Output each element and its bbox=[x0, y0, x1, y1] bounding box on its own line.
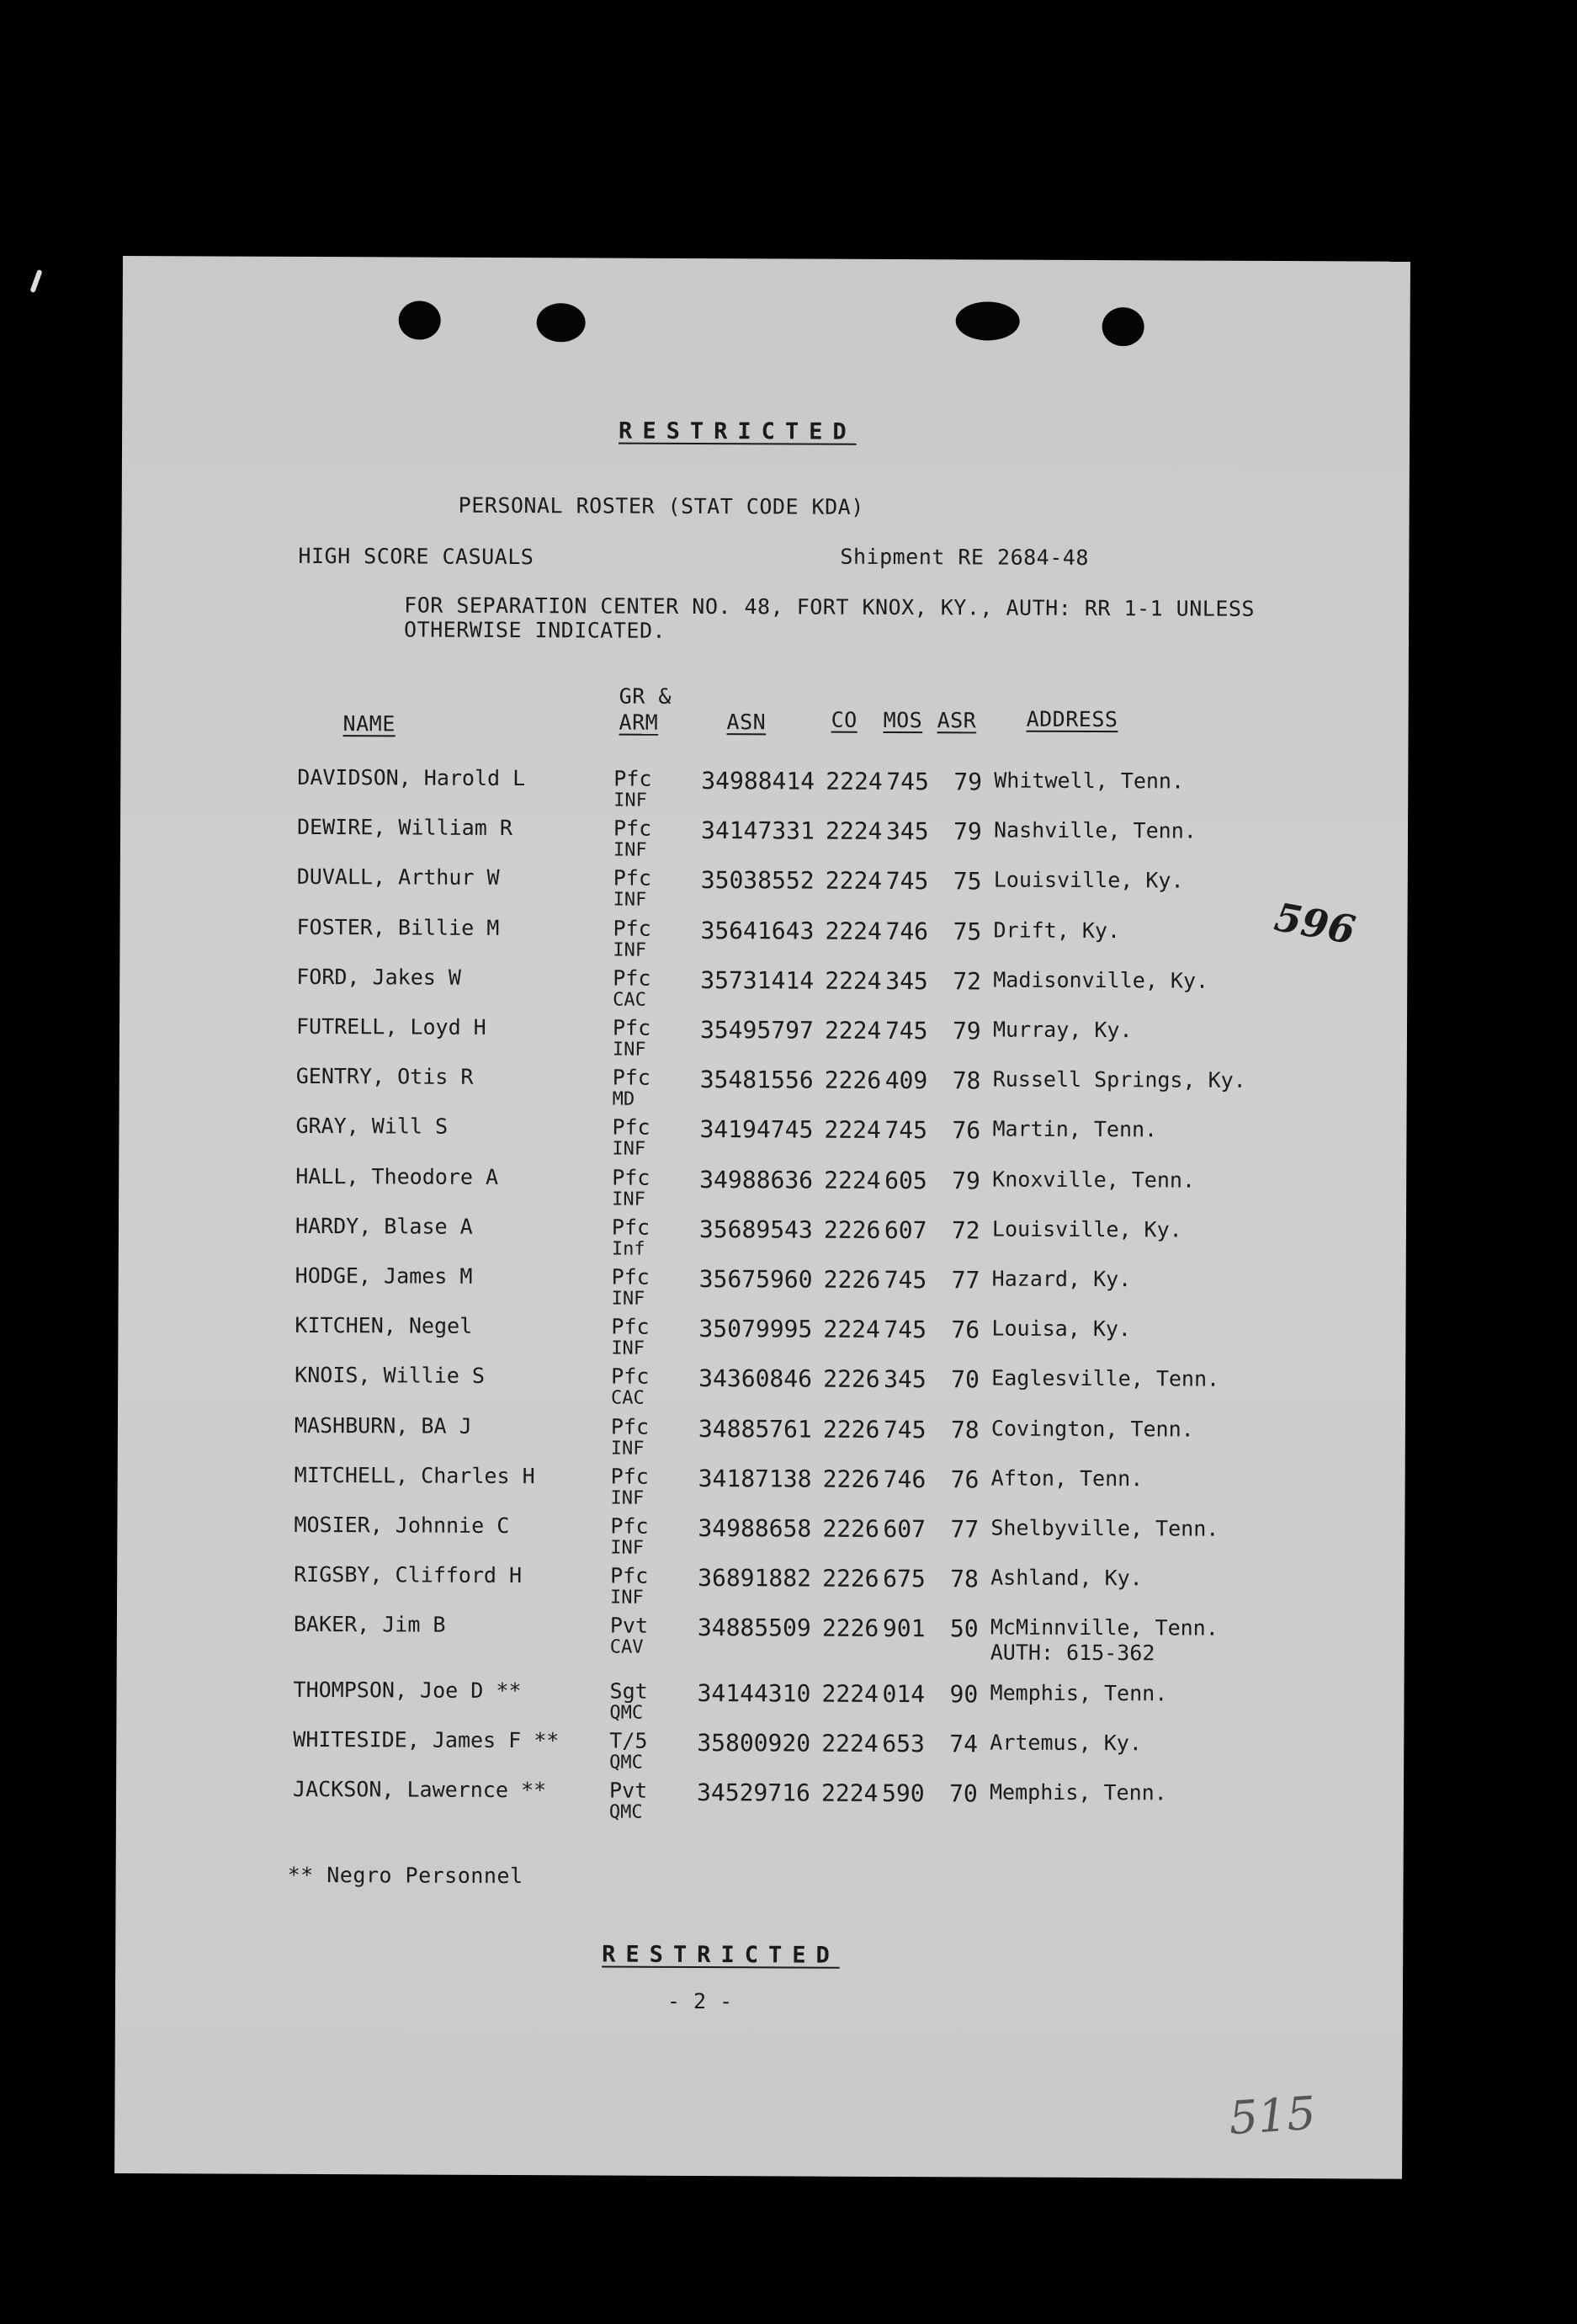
mos: 409 bbox=[884, 1066, 928, 1095]
asn: 34885761 bbox=[698, 1414, 812, 1444]
grade: Pfc bbox=[612, 1065, 650, 1090]
arm: INF bbox=[611, 1337, 645, 1359]
asn: 34147331 bbox=[700, 816, 815, 845]
table-row bbox=[119, 1113, 1406, 1169]
grade: Pfc bbox=[610, 1563, 649, 1588]
personnel-name: GRAY, Will S bbox=[295, 1114, 449, 1140]
asn: 35689543 bbox=[698, 1215, 813, 1244]
asr-score: 75 bbox=[953, 867, 982, 896]
company: 2224 bbox=[821, 1679, 879, 1708]
grade: Pfc bbox=[611, 1314, 650, 1339]
asn: 35481556 bbox=[699, 1066, 814, 1094]
asr-score: 76 bbox=[952, 1116, 981, 1145]
column-header-co: CO bbox=[831, 707, 858, 732]
asn: 35800920 bbox=[697, 1728, 811, 1758]
table-row bbox=[117, 1512, 1404, 1568]
mos: 745 bbox=[884, 1265, 927, 1295]
grade: Pfc bbox=[611, 1364, 650, 1390]
asr-score: 75 bbox=[953, 917, 982, 946]
column-header-asn: ASN bbox=[726, 710, 767, 735]
personnel-name: RIGSBY, Clifford H bbox=[294, 1562, 523, 1588]
table-row bbox=[119, 1263, 1406, 1319]
company: 2226 bbox=[822, 1415, 880, 1444]
table-row bbox=[119, 964, 1407, 1020]
address: Louisa, Ky. bbox=[991, 1316, 1132, 1342]
address: Madisonville, Ky. bbox=[993, 967, 1209, 993]
asr-score: 77 bbox=[951, 1266, 980, 1295]
asn: 34885509 bbox=[697, 1614, 811, 1642]
company: 2226 bbox=[823, 1365, 880, 1394]
address: Whitwell, Tenn. bbox=[994, 768, 1185, 794]
asr-score: 70 bbox=[948, 1779, 978, 1808]
arm: QMC bbox=[608, 1801, 643, 1823]
grade: Pfc bbox=[613, 916, 651, 941]
grade: Pfc bbox=[612, 1015, 651, 1040]
grade: Sgt bbox=[609, 1678, 648, 1704]
address: Memphis, Tenn. bbox=[990, 1680, 1168, 1706]
company: 2226 bbox=[824, 1066, 882, 1095]
personnel-name: KITCHEN, Negel bbox=[295, 1313, 473, 1339]
arm: INF bbox=[613, 839, 647, 861]
personnel-name: MOSIER, Johnnie C bbox=[294, 1512, 510, 1539]
group-label: HIGH SCORE CASUALS bbox=[298, 543, 534, 570]
asr-score: 76 bbox=[950, 1465, 980, 1494]
asr-score: 79 bbox=[953, 768, 983, 796]
address: Louisville, Ky. bbox=[991, 1216, 1182, 1242]
address: Nashville, Tenn. bbox=[993, 817, 1197, 843]
company: 2224 bbox=[821, 1729, 879, 1758]
arm: Inf bbox=[611, 1238, 645, 1260]
company: 2224 bbox=[826, 767, 883, 795]
company: 2224 bbox=[824, 1116, 881, 1145]
arm: INF bbox=[610, 1487, 645, 1509]
company: 2224 bbox=[825, 966, 882, 995]
company: 2224 bbox=[825, 867, 883, 896]
asr-score: 78 bbox=[952, 1066, 981, 1095]
purpose-line-1: FOR SEPARATION CENTER NO. 48, FORT KNOX, KY., AUTH: RR 1-1 UNLESS bbox=[404, 593, 1256, 621]
asn: 34360846 bbox=[698, 1364, 813, 1393]
address: Eaglesville, Tenn. bbox=[991, 1365, 1220, 1392]
mos: 653 bbox=[882, 1729, 925, 1758]
address: Artemus, Ky. bbox=[990, 1730, 1142, 1756]
personnel-name: KNOIS, Willie S bbox=[295, 1363, 486, 1389]
column-header-arm: ARM bbox=[619, 710, 659, 735]
arm: QMC bbox=[609, 1752, 644, 1774]
arm: INF bbox=[612, 1039, 646, 1061]
address: Covington, Tenn. bbox=[990, 1416, 1194, 1442]
company: 2226 bbox=[823, 1265, 881, 1294]
personnel-name: FOSTER, Billie M bbox=[296, 914, 500, 940]
company: 2224 bbox=[825, 816, 883, 846]
authorization: AUTH: 615-362 bbox=[990, 1640, 1155, 1666]
arm: INF bbox=[610, 1438, 645, 1460]
mos: 345 bbox=[884, 1365, 927, 1394]
table-row bbox=[120, 814, 1408, 870]
grade: Pfc bbox=[613, 865, 651, 891]
asn: 35495797 bbox=[699, 1016, 814, 1045]
asr-score: 70 bbox=[951, 1365, 980, 1394]
personnel-name: HARDY, Blase A bbox=[295, 1213, 473, 1239]
grade: Pfc bbox=[613, 766, 652, 791]
mos: 345 bbox=[885, 966, 928, 995]
asn: 34187138 bbox=[698, 1464, 812, 1493]
grade: Pfc bbox=[611, 1215, 650, 1240]
address: Afton, Tenn. bbox=[990, 1465, 1144, 1492]
mos: 745 bbox=[884, 1316, 927, 1344]
personnel-name: DEWIRE, William R bbox=[296, 815, 512, 841]
column-header-address: ADDRESS bbox=[1026, 706, 1118, 732]
company: 2226 bbox=[822, 1465, 880, 1493]
personnel-name: THOMPSON, Joe D ** bbox=[293, 1677, 522, 1703]
asr-score: 78 bbox=[950, 1565, 979, 1593]
asn: 35038552 bbox=[700, 866, 815, 895]
arm: QMC bbox=[609, 1702, 644, 1724]
purpose-line-2: OTHERWISE INDICATED. bbox=[404, 617, 666, 643]
arm: INF bbox=[613, 939, 647, 961]
grade: Pfc bbox=[611, 1264, 650, 1290]
mos: 745 bbox=[884, 1116, 928, 1145]
address: Ashland, Ky. bbox=[990, 1565, 1143, 1591]
grade: Pfc bbox=[612, 1114, 650, 1141]
asn: 34988658 bbox=[698, 1513, 812, 1543]
scan-artifact bbox=[29, 269, 42, 293]
company: 2224 bbox=[824, 1016, 882, 1045]
mos: 745 bbox=[886, 767, 929, 796]
arm: CAV bbox=[609, 1636, 644, 1659]
table-row bbox=[119, 1213, 1406, 1269]
table-row bbox=[117, 1561, 1404, 1618]
asr-score: 50 bbox=[949, 1614, 979, 1643]
asn: 35641643 bbox=[700, 916, 815, 945]
grade: Pfc bbox=[613, 965, 651, 991]
table-row bbox=[120, 764, 1408, 821]
personnel-name: FUTRELL, Loyd H bbox=[295, 1013, 486, 1040]
address: Memphis, Tenn. bbox=[989, 1779, 1167, 1805]
mos: 745 bbox=[884, 1016, 928, 1045]
company: 2226 bbox=[821, 1614, 879, 1643]
column-header-mos: MOS bbox=[883, 707, 923, 733]
table-row bbox=[116, 1677, 1404, 1733]
asr-score: 79 bbox=[953, 817, 982, 846]
mos: 345 bbox=[885, 817, 929, 846]
personnel-name: JACKSON, Lawernce ** bbox=[292, 1776, 547, 1803]
asr-score: 78 bbox=[950, 1415, 980, 1444]
address: Hazard, Ky. bbox=[991, 1266, 1132, 1292]
arm: INF bbox=[610, 1537, 645, 1559]
table-row bbox=[117, 1611, 1404, 1667]
personnel-name: GENTRY, Otis R bbox=[295, 1064, 474, 1090]
company: 2226 bbox=[822, 1514, 879, 1543]
address: Louisville, Ky. bbox=[993, 867, 1184, 893]
roster-title: PERSONAL ROSTER (STAT CODE KDA) bbox=[458, 492, 864, 519]
arm: CAC bbox=[611, 1387, 645, 1410]
shipment-label: Shipment RE 2684-48 bbox=[840, 544, 1089, 571]
arm: INF bbox=[612, 1189, 645, 1210]
personnel-name: FORD, Jakes W bbox=[296, 964, 461, 990]
arm: MD bbox=[612, 1088, 635, 1110]
personnel-name: MASHBURN, BA J bbox=[294, 1412, 472, 1439]
asn: 35675960 bbox=[698, 1264, 813, 1294]
handwritten-annotation-596: 596 bbox=[1271, 894, 1359, 954]
address: McMinnville, Tenn. bbox=[990, 1614, 1219, 1641]
arm: INF bbox=[609, 1587, 644, 1609]
company: 2226 bbox=[822, 1564, 879, 1593]
grade: Pfc bbox=[610, 1464, 649, 1489]
mos: 014 bbox=[882, 1679, 926, 1708]
table-row bbox=[119, 1063, 1407, 1119]
column-header-name: NAME bbox=[342, 711, 396, 737]
address: Knoxville, Tenn. bbox=[992, 1167, 1196, 1193]
company: 2224 bbox=[825, 917, 883, 945]
page-number: - 2 - bbox=[666, 1988, 733, 2014]
asr-score: 74 bbox=[949, 1730, 979, 1758]
mos: 901 bbox=[882, 1614, 926, 1643]
address: Russell Springs, Ky. bbox=[992, 1066, 1246, 1093]
table-row bbox=[117, 1462, 1404, 1518]
grade: Pfc bbox=[610, 1414, 650, 1439]
table-row bbox=[120, 864, 1408, 920]
table-row bbox=[116, 1776, 1404, 1832]
restricted-footer: RESTRICTED bbox=[602, 1941, 840, 1969]
grade: Pfc bbox=[610, 1513, 649, 1539]
asr-score: 72 bbox=[953, 967, 982, 996]
mos: 746 bbox=[883, 1465, 927, 1493]
arm: CAC bbox=[613, 989, 646, 1011]
personnel-name: WHITESIDE, James F ** bbox=[293, 1726, 560, 1753]
grade: Pvt bbox=[608, 1778, 648, 1803]
grade: Pvt bbox=[609, 1613, 649, 1639]
personnel-name: DUVALL, Arthur W bbox=[296, 864, 500, 891]
personnel-name: HODGE, James M bbox=[295, 1263, 473, 1289]
asn: 34988414 bbox=[701, 767, 815, 795]
mos: 746 bbox=[885, 917, 929, 945]
restricted-header: RESTRICTED bbox=[619, 417, 857, 445]
address: Shelbyville, Tenn. bbox=[990, 1515, 1219, 1541]
personnel-name: BAKER, Jim B bbox=[293, 1612, 446, 1638]
table-row bbox=[118, 1362, 1405, 1418]
table-row bbox=[118, 1312, 1405, 1369]
asr-score: 72 bbox=[951, 1216, 980, 1245]
asr-score: 76 bbox=[951, 1316, 980, 1344]
asr-score: 90 bbox=[949, 1679, 979, 1709]
mos: 590 bbox=[881, 1779, 925, 1808]
asr-score: 79 bbox=[952, 1017, 981, 1045]
mos: 607 bbox=[884, 1215, 927, 1244]
company: 2224 bbox=[824, 1166, 881, 1194]
footnote: ** Negro Personnel bbox=[287, 1862, 523, 1889]
grade: T/5 bbox=[609, 1728, 648, 1753]
arm: INF bbox=[612, 1138, 646, 1161]
mos: 607 bbox=[883, 1514, 927, 1544]
asn: 35731414 bbox=[700, 965, 815, 995]
document-page bbox=[114, 256, 1410, 2179]
arm: INF bbox=[613, 889, 647, 912]
table-row bbox=[119, 914, 1407, 971]
handwritten-annotation-515: 515 bbox=[1227, 2086, 1318, 2146]
asn: 34144310 bbox=[697, 1678, 811, 1708]
arm: INF bbox=[611, 1288, 645, 1310]
address: Martin, Tenn. bbox=[992, 1116, 1158, 1142]
address: Drift, Ky. bbox=[993, 917, 1121, 943]
table-row bbox=[119, 1013, 1407, 1070]
table-row bbox=[118, 1412, 1405, 1469]
table-row bbox=[119, 1163, 1406, 1220]
asn: 35079995 bbox=[698, 1315, 813, 1343]
table-row bbox=[116, 1726, 1404, 1783]
asr-score: 79 bbox=[952, 1166, 981, 1195]
personnel-name: HALL, Theodore A bbox=[295, 1163, 499, 1189]
personnel-name: DAVIDSON, Harold L bbox=[297, 764, 526, 791]
column-header-gr: GR & bbox=[619, 683, 672, 709]
asn: 36891882 bbox=[698, 1564, 812, 1593]
asn: 34194745 bbox=[699, 1115, 814, 1144]
personnel-name: MITCHELL, Charles H bbox=[294, 1462, 535, 1488]
address: Murray, Ky. bbox=[992, 1017, 1133, 1043]
arm: INF bbox=[613, 790, 647, 811]
mos: 745 bbox=[883, 1415, 927, 1444]
mos: 605 bbox=[884, 1166, 927, 1194]
grade: Pfc bbox=[613, 816, 652, 841]
company: 2224 bbox=[823, 1315, 880, 1344]
column-header-asr: ASR bbox=[937, 708, 977, 733]
asn: 34988636 bbox=[699, 1165, 814, 1194]
mos: 675 bbox=[883, 1565, 926, 1593]
asr-score: 77 bbox=[950, 1515, 980, 1544]
grade: Pfc bbox=[612, 1165, 650, 1190]
roster-table bbox=[114, 256, 1410, 2179]
asn: 34529716 bbox=[696, 1778, 810, 1807]
mos: 745 bbox=[885, 867, 929, 896]
company: 2224 bbox=[820, 1779, 879, 1807]
company: 2226 bbox=[823, 1215, 881, 1244]
